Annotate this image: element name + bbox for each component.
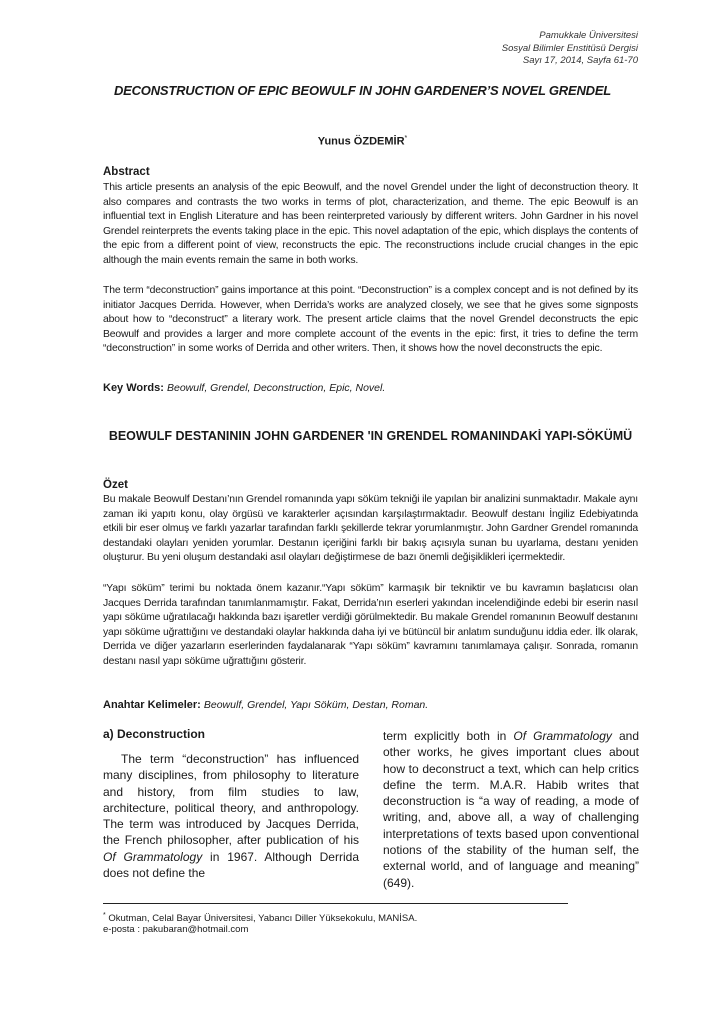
- left-text-1: The term “deconstruction” has influenced many disciplines, from philosophy to literature and history, from film studies to law, architecture, political theory, and anthropology. The term was introduced by Jacques Derrida, the French philosopher, after publication of his: [103, 752, 359, 848]
- abstract-heading: Abstract: [103, 166, 150, 178]
- anahtar-kelimeler: [103, 699, 428, 711]
- author-name: Yunus ÖZDEMİR: [317, 135, 405, 148]
- article-title: DECONSTRUCTION OF EPIC BEOWULF IN JOHN GARDENER’S NOVEL GRENDEL: [113, 83, 612, 98]
- journal-university: Pamukkale Üniversitesi: [539, 30, 638, 41]
- footnote-affiliation-text: Okutman, Celal Bayar Üniversitesi, Yabancı Diller Yüksekokulu, MANİSA.: [105, 913, 418, 925]
- right-text-2: and other works, he gives important clues about how to deconstruct a text, which can help critics define the term. M.A.R. Habib writes that deconstruction is “a way of reading, a mode of writing, and, above all, a way of challenging interpretations of texts based upon conventional notions of the stability of the human self, the external world, and of language and meaning” (649).: [383, 729, 639, 890]
- abstract-paragraph-2: The term “deconstruction” gains importance at this point. “Deconstruction” is a complex concept and is not defined by its initiator Jacques Derrida. However, when Derrida’s works are analyzed closely, we see that he gives some signposts about how to “deconstruct” a literary work. The present article claims that the novel Grendel deconstructs the epic Beowulf and provides a larger and more complete account of the events in the epic: first, it tries to define the term “deconstruction” in some works of Derrida and other writers. Then, it shows how the novel deconstructs the epic.: [103, 285, 638, 355]
- left-text-2: in 1967. Although Derrida does not define the: [103, 849, 359, 881]
- ozet-paragraph-2: “Yapı söküm” terimi bu noktada önem kazanır.“Yapı söküm” karmaşık bir tekniktir ve bu kavramın başlatıcısı olan Jacques Derrida tarafından tanımlanmamıştır. Fakat, Derrida’nın eserleri yakından incelendiğinde edebi bir eserin nasıl yapı söküme uğratılacağı hakkında bazı işaretler verdiği görülmektedir. Bu makale Grendel romanının Beowulf destanını yapı söküme uğrattığını ve destandaki olaylar hakkında daha iyi ve bütüncül bir anlatım sunduğunu iddia eder. İlk olarak, Derrida ve diğer yazarların eserlerinden faydalanarak “Yapı söküm” kavramını tanımlamaya çalışır. Sonrada, romanın destanı nasıl yapı söküme uğrattığını gösterir.: [103, 583, 638, 667]
- footnote-divider: [103, 903, 568, 904]
- keywords-label: Key Words:: [103, 382, 164, 394]
- journal-issue: Sayı 17, 2014, Sayfa 61-70: [522, 55, 638, 66]
- right-italic-title: Of Grammatology: [513, 729, 612, 743]
- turkish-title: BEOWULF DESTANININ JOHN GARDENER 'IN GRENDEL ROMANINDAKİ YAPI-SÖKÜMÜ: [108, 429, 633, 443]
- author-line: [60, 135, 665, 148]
- anahtar-label: Anahtar Kelimeler:: [103, 699, 201, 711]
- section-a-heading: a) Deconstruction: [103, 727, 206, 741]
- journal-name: Sosyal Bilimler Enstitüsü Dergisi: [501, 42, 638, 54]
- left-italic-title: Of Grammatology: [103, 849, 203, 864]
- journal-header: [502, 30, 638, 68]
- section-a-left-column: [103, 751, 359, 881]
- author-footnote-mark: *: [404, 135, 408, 142]
- right-text-1: term explicitly both in: [383, 729, 514, 743]
- ozet-paragraph-1: Bu makale Beowulf Destanı’nın Grendel romanında yapı söküm tekniği ile yapılan bir analizini sunmaktadır. Makale aynı zaman iki yapıtı konu, olay örgüsü ve karakterler açısından karşılaştırmaktadır. Beowulf destanı İngiliz Edebiyatında etkili bir eser olmuş ve farklı yazarlar tarafından farklı şekillerde tekrar yorumlanmıştır. John Gardner Grendel romanında destandaki olayları yeniden yorumlar. Destanın içeriğini farklı bir bakış açısıyla sunan bu uyarlama, destanı yeniden oluşturur. Bu yeni oluşum destandaki asıl olayları değiştirmese de bazı önemli değişiklikleri içermektedir.: [103, 494, 638, 564]
- keywords-value: Beowulf, Grendel, Deconstruction, Epic, Novel.: [166, 382, 386, 394]
- abstract-paragraph-1: This article presents an analysis of the epic Beowulf, and the novel Grendel under the light of deconstruction theory. It also compares and contrasts the two works in terms of plot, characterization, and theme. The epic Beowulf is an influential text in English Literature and has been reinterpreted variously by different writers. John Gardner in his novel Grendel reinterprets the events taking place in the epic. This novel adaptation of the epic, which displays the contents of the epic from a different point of view, reconstructs the epic. The reconstructions include crucial changes in the epic although the main events remain the same in both works.: [103, 182, 638, 266]
- footnote-mark: *: [103, 912, 106, 919]
- anahtar-value: Beowulf, Grendel, Yapı Söküm, Destan, Roman.: [203, 699, 429, 711]
- ozet-heading: Özet: [103, 479, 128, 491]
- section-a-right-column: [383, 728, 639, 891]
- keywords: [103, 382, 385, 394]
- footnote-email: e-posta : pakubaran@hotmail.com: [103, 924, 249, 935]
